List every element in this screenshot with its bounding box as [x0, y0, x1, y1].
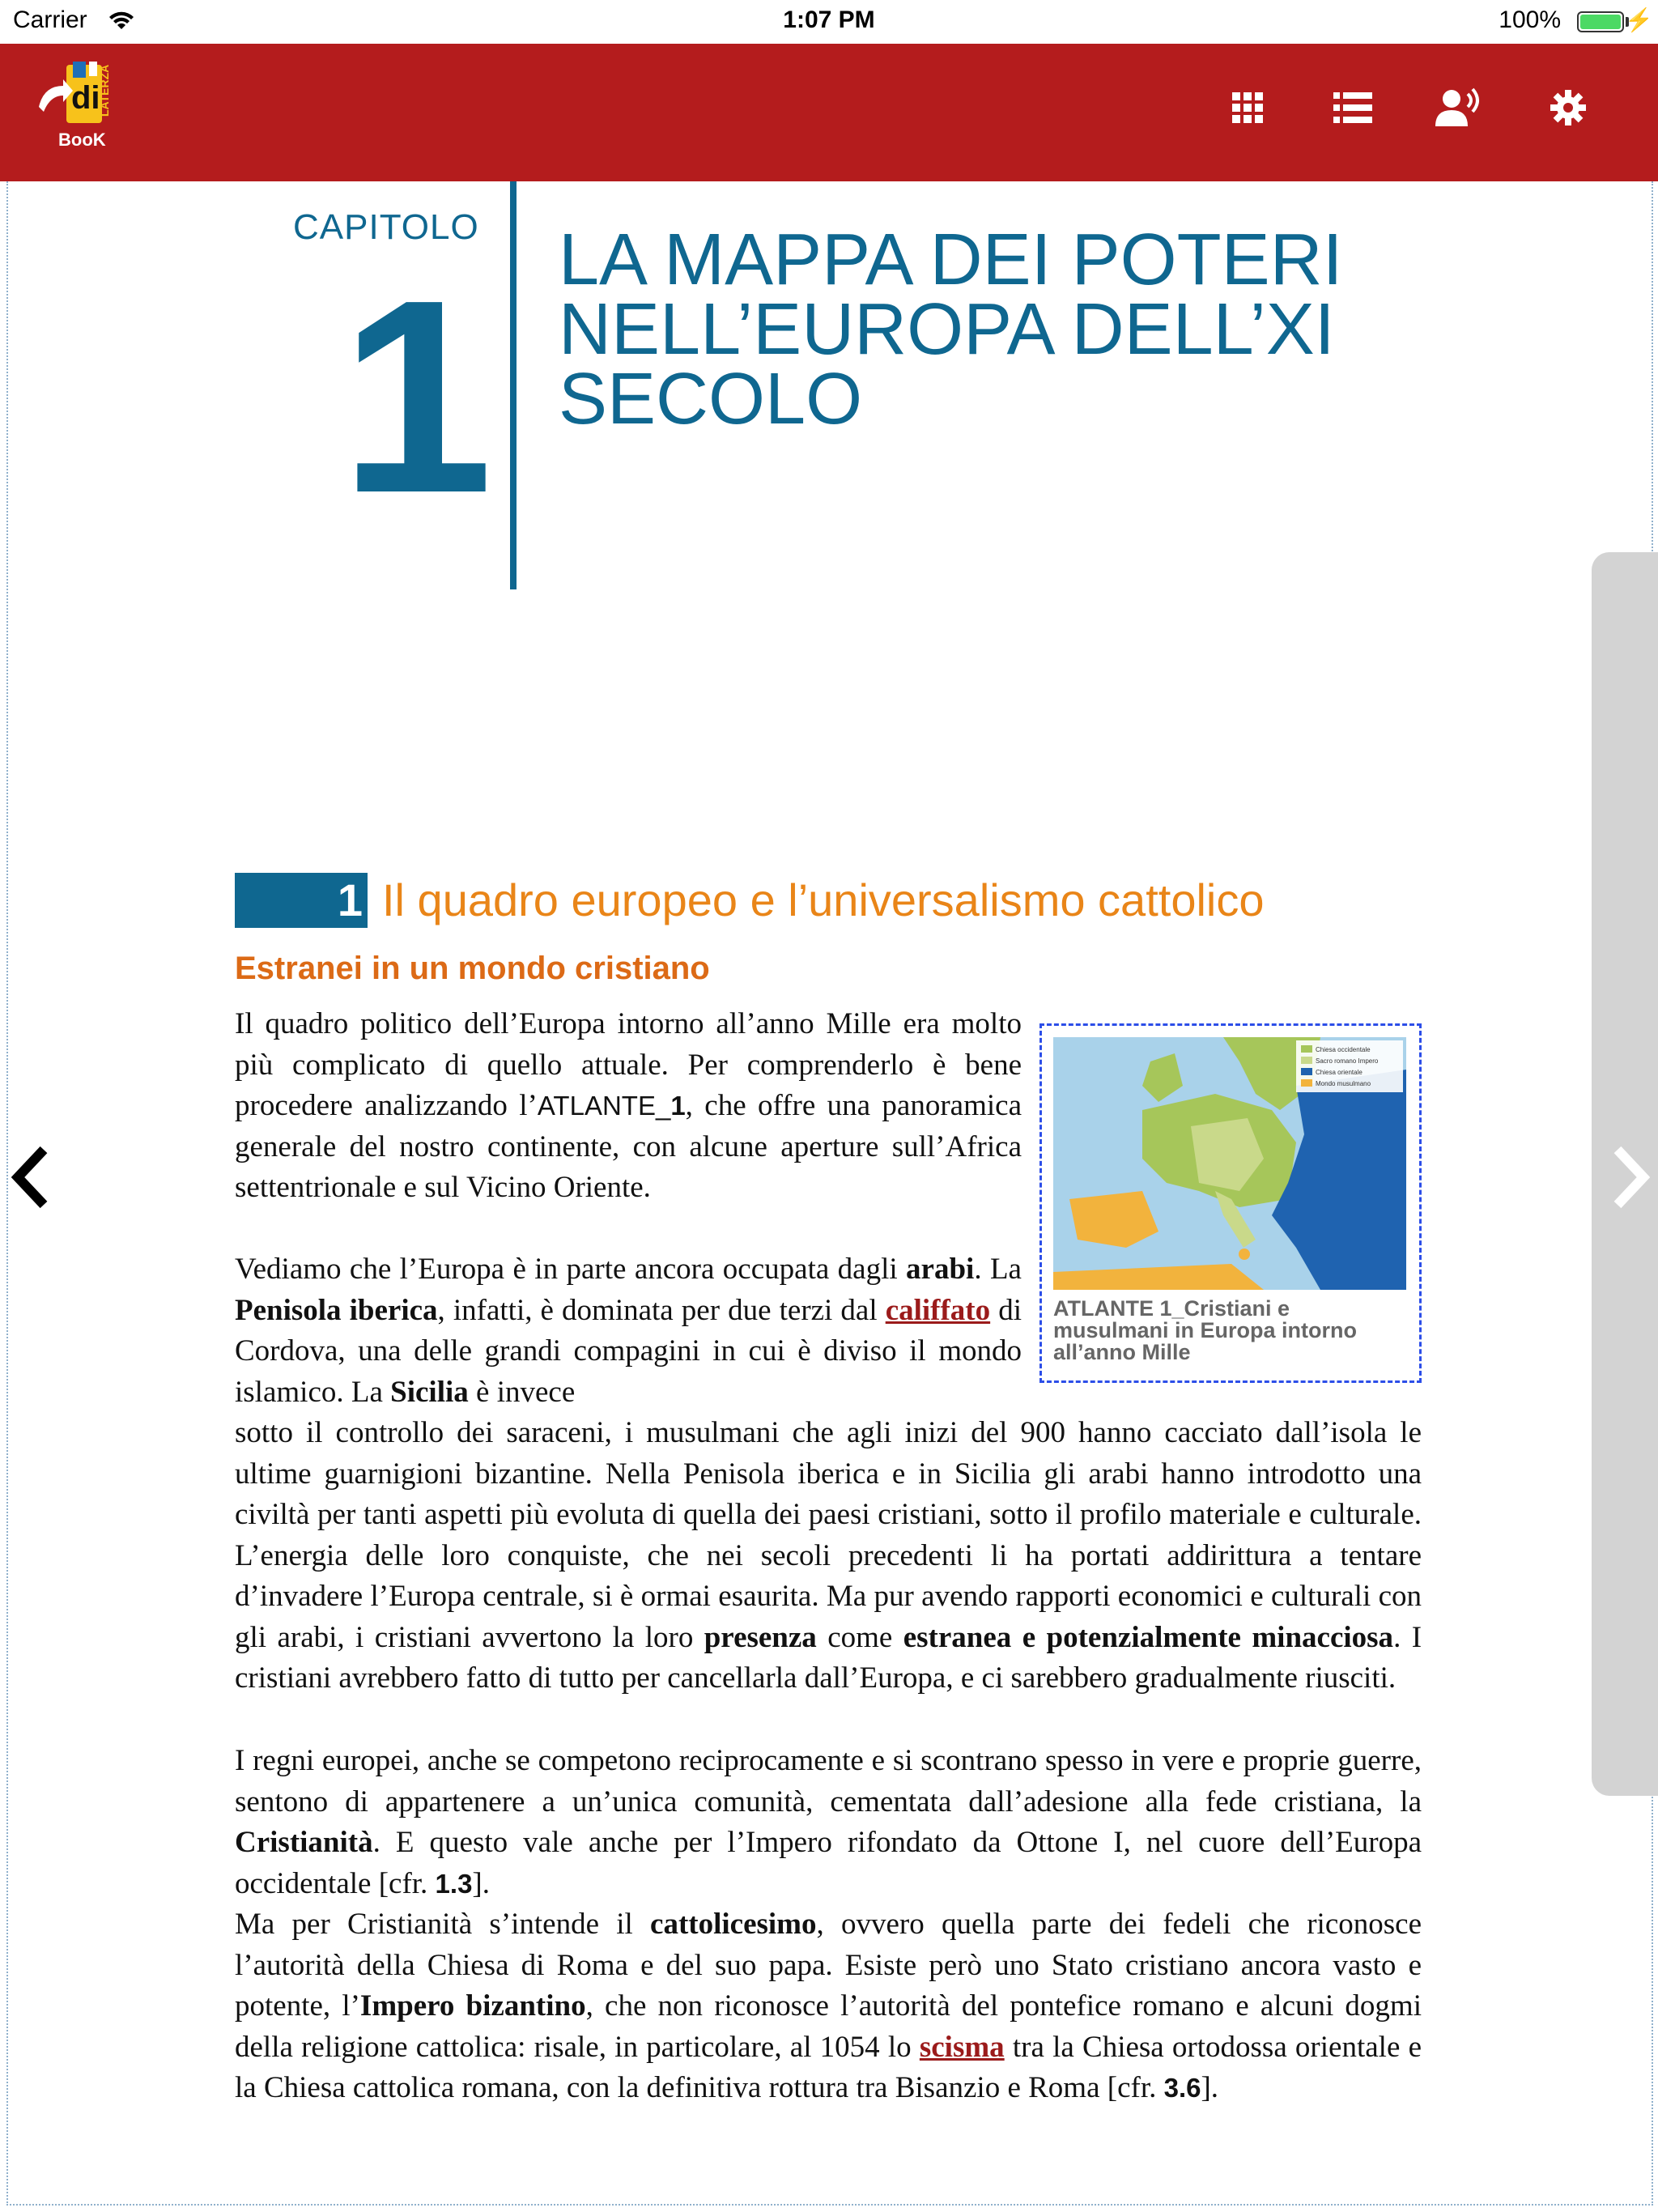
- section-title: Il quadro europeo e l’universalismo cattolico: [382, 874, 1265, 925]
- paragraph-2: Vediamo che l’Europa è in parte ancora occupata dagli arabi. La Penisola iberica, infatti, è dominata per due terzi dal califfato di Cordova, una delle grandi compagini in cui è diviso il mondo islamico. La Sicilia è invece: [235, 1253, 1022, 1409]
- grid-icon: [1231, 91, 1265, 125]
- list-view-button[interactable]: [1328, 83, 1378, 133]
- subheading: Estranei in un mondo cristiano: [235, 951, 710, 986]
- charging-bolt-icon: ⚡: [1625, 7, 1653, 32]
- chapter-label: CAPITOLO: [293, 207, 479, 247]
- grid-view-button[interactable]: [1222, 83, 1273, 133]
- legend-label: Chiesa orientale: [1316, 1069, 1363, 1076]
- app-header: [0, 44, 1658, 181]
- legend-label: Mondo musulmano: [1316, 1080, 1371, 1087]
- battery-icon: [1577, 11, 1624, 32]
- chevron-left-icon[interactable]: [3, 1142, 60, 1213]
- figure-caption: ATLANTE 1_Cristiani e musulmani in Europa intorno all’anno Mille: [1053, 1296, 1358, 1364]
- section-number-box: 1: [235, 873, 368, 928]
- svg-text:di: di: [71, 80, 100, 116]
- legend-label: Sacro romano Impero: [1316, 1057, 1379, 1065]
- list-icon: [1333, 91, 1372, 125]
- paragraph-2-continued: sotto il controllo dei saraceni, i musulmani che agli inizi del 900 hanno cacciato dall’isola le ultime guarnigioni bizantine. Nella Penisola iberica e in Sicilia gli arabi hanno introdotto una civiltà per tanti aspetti più evoluta di quella dei paesi cristiani, sotto il profilo materiale e culturale. L’energia delle loro conquiste, che nei secoli precedenti li ha portati addirittura a tentare d’invadere l’Europa centrale, si è ormai esaurita. Ma pur avendo rapporti economici e culturali con gli arabi, i cristiani avvertono la loro presenza come estranea e potenzialmente minacciosa. I cristiani avrebbero fatto di tutto per cancellarla dall’Europa, e ci sarebbero gradualmente riusciti.: [235, 1416, 1422, 1695]
- speaker-voice-icon: [1435, 87, 1484, 128]
- paragraph-1: Il quadro politico dell’Europa intorno all’anno Mille era molto più complicato di quello attuale. Per comprenderlo è bene procedere analizzando l’ATLANTE_1, che offre una panoramica generale del nostro continente, con alcune aperture sull’Africa settentrionale e sul Vicino Oriente.: [235, 1007, 1022, 1204]
- paragraph-4: Ma per Cristianità s’intende il cattolicesimo, ovvero quella parte dei fedeli che riconosce l’autorità della Chiesa di Roma e del suo papa. Esiste però uno Stato cristiano ancora vasto e potente, l’Impero bizantino, che non riconosce l’autorità del pontefice romano e alcuni dogmi della religione cattolica: risale, in particolare, al 1054 lo scisma tra la Chiesa ortodossa orientale e la Chiesa cattolica romana, con la definitiva rottura tra Bisanzio e Roma [cfr. 3.6].: [235, 1908, 1422, 2104]
- chapter-title: LA MAPPA DEI POTERI NELL’EUROPA DELL’XI SECOLO: [559, 219, 1343, 440]
- paragraph-3: I regni europei, anche se competono reciprocamente e si scontrano spesso in vere e proprie guerre, sentono di appartenere a un’unica comunità, cementata dall’adesione alla fede cristiana, la Cristianità. E questo vale anche per l’Impero rifondato da Ottone I, nel cuore dell’Europa occidentale [cfr. 1.3].: [235, 1744, 1422, 1900]
- svg-text:LATERZA: LATERZA: [98, 64, 111, 117]
- gear-icon: [1550, 90, 1586, 125]
- status-bar: [0, 0, 1658, 44]
- battery-percent: 100%: [1499, 6, 1561, 33]
- atlas-figure[interactable]: [1039, 1023, 1422, 1383]
- cross-ref: 3.6: [1163, 2073, 1201, 2103]
- chevron-right-icon[interactable]: [1600, 1142, 1656, 1213]
- glossary-link-califfato[interactable]: califfato: [885, 1293, 991, 1327]
- chapter-number: 1: [340, 243, 494, 551]
- carrier-label: Carrier: [13, 6, 87, 33]
- europe-map: [1053, 1037, 1406, 1290]
- settings-button[interactable]: [1543, 83, 1593, 133]
- clock: 1:07 PM: [783, 6, 875, 33]
- glossary-link-scisma[interactable]: scisma: [919, 2030, 1005, 2064]
- dibook-logo[interactable]: [36, 62, 126, 151]
- chapter-divider: [510, 181, 517, 589]
- read-aloud-button[interactable]: [1435, 83, 1485, 133]
- svg-text:BooK: BooK: [58, 130, 106, 150]
- cross-ref: 1.3: [435, 1868, 473, 1899]
- atlante-ref: ATLANTE_: [537, 1091, 671, 1121]
- legend-label: Chiesa occidentale: [1316, 1046, 1371, 1053]
